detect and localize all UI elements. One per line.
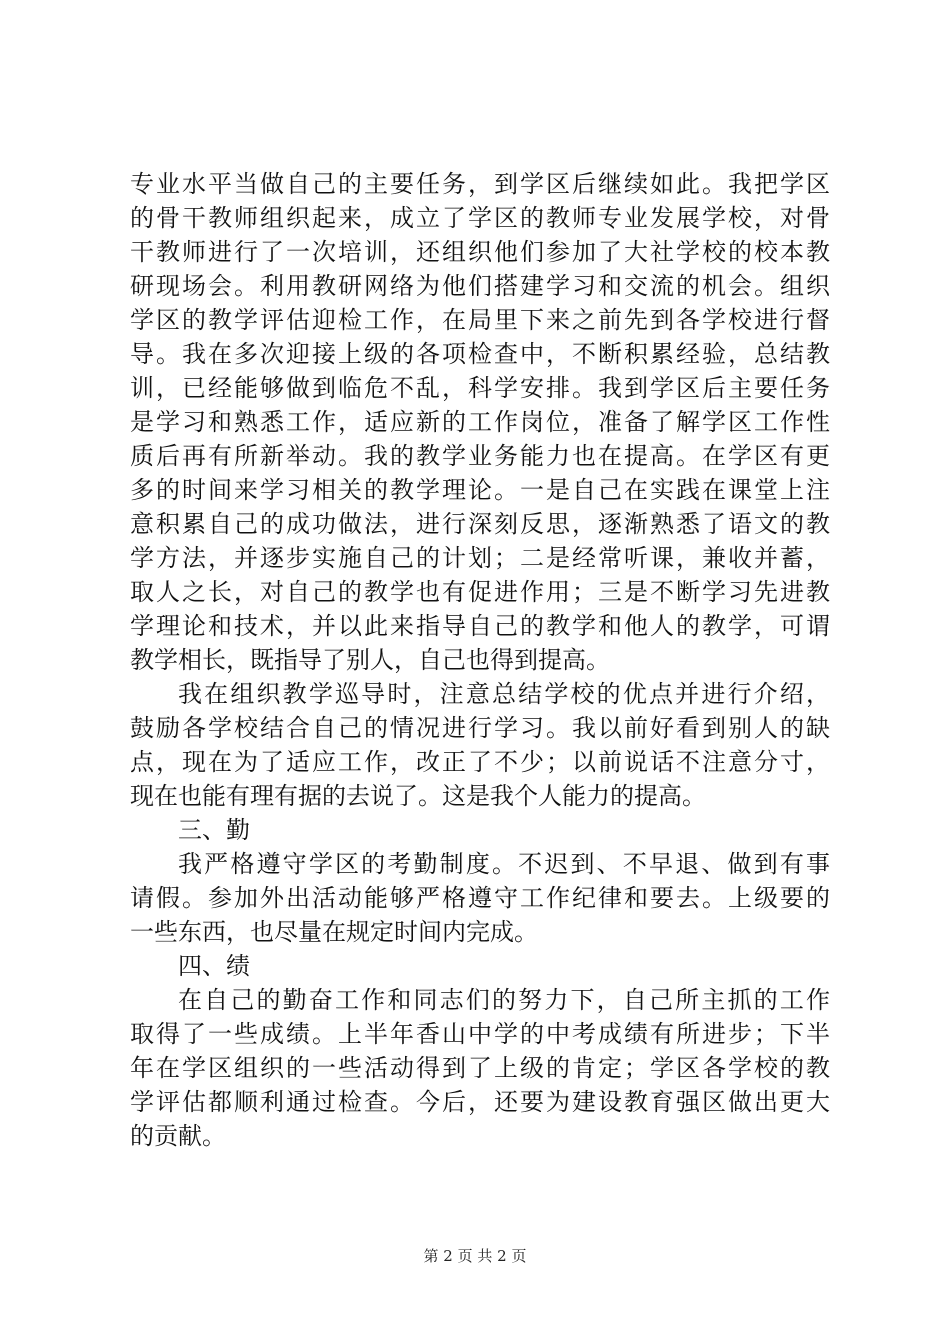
text-line: 我在组织教学巡导时，注意总结学校的优点并进行介绍，	[178, 680, 830, 708]
text-line: 教学相长，既指导了别人，自己也得到提高。	[130, 646, 610, 674]
text-line: 专业水平当做自己的主要任务，到学区后继续如此。我把学区	[130, 170, 830, 198]
page-footer: 第 2 页 共 2 页	[423, 1247, 527, 1265]
text-line: 研现场会。利用教研网络为他们搭建学习和交流的机会。组织	[130, 272, 830, 300]
text-line: 取得了一些成绩。上半年香山中学的中考成绩有所进步；下半	[130, 1020, 830, 1048]
text-line: 的骨干教师组织起来，成立了学区的教师专业发展学校，对骨	[130, 204, 830, 232]
text-line: 学区的教学评估迎检工作，在局里下来之前先到各学校进行督	[130, 306, 830, 334]
text-line: 请假。参加外出活动能够严格遵守工作纪律和要去。上级要的	[130, 884, 830, 912]
section-heading: 四、绩	[178, 952, 250, 980]
text-line: 学评估都顺利通过检查。今后，还要为建设教育强区做出更大	[130, 1088, 830, 1116]
text-line: 干教师进行了一次培训，还组织他们参加了大社学校的校本教	[130, 238, 830, 266]
text-line: 的贡献。	[130, 1122, 226, 1150]
text-line: 质后再有所新举动。我的教学业务能力也在提高。在学区有更	[130, 442, 830, 470]
text-line: 点，现在为了适应工作，改正了不少；以前说话不注意分寸，	[130, 748, 830, 776]
text-line: 训，已经能够做到临危不乱，科学安排。我到学区后主要任务	[130, 374, 830, 402]
section-heading: 三、勤	[178, 816, 250, 844]
text-line: 学理论和技术，并以此来指导自己的教学和他人的教学，可谓	[130, 612, 830, 640]
text-line: 年在学区组织的一些活动得到了上级的肯定；学区各学校的教	[130, 1054, 830, 1082]
text-line: 鼓励各学校结合自己的情况进行学习。我以前好看到别人的缺	[130, 714, 830, 742]
text-line: 学方法，并逐步实施自己的计划；二是经常听课，兼收并蓄，	[130, 544, 830, 572]
text-line: 导。我在多次迎接上级的各项检查中，不断积累经验，总结教	[130, 340, 830, 368]
text-line: 多的时间来学习相关的教学理论。一是自己在实践在课堂上注	[130, 476, 830, 504]
text-line: 我严格遵守学区的考勤制度。不迟到、不早退、做到有事	[178, 850, 830, 878]
text-line: 现在也能有理有据的去说了。这是我个人能力的提高。	[130, 782, 706, 810]
text-line: 在自己的勤奋工作和同志们的努力下，自己所主抓的工作	[178, 986, 830, 1014]
text-line: 是学习和熟悉工作，适应新的工作岗位，准备了解学区工作性	[130, 408, 830, 436]
text-line: 一些东西，也尽量在规定时间内完成。	[130, 918, 538, 946]
text-line: 取人之长，对自己的教学也有促进作用；三是不断学习先进教	[130, 578, 830, 606]
text-line: 意积累自己的成功做法，进行深刻反思，逐渐熟悉了语文的教	[130, 510, 830, 538]
